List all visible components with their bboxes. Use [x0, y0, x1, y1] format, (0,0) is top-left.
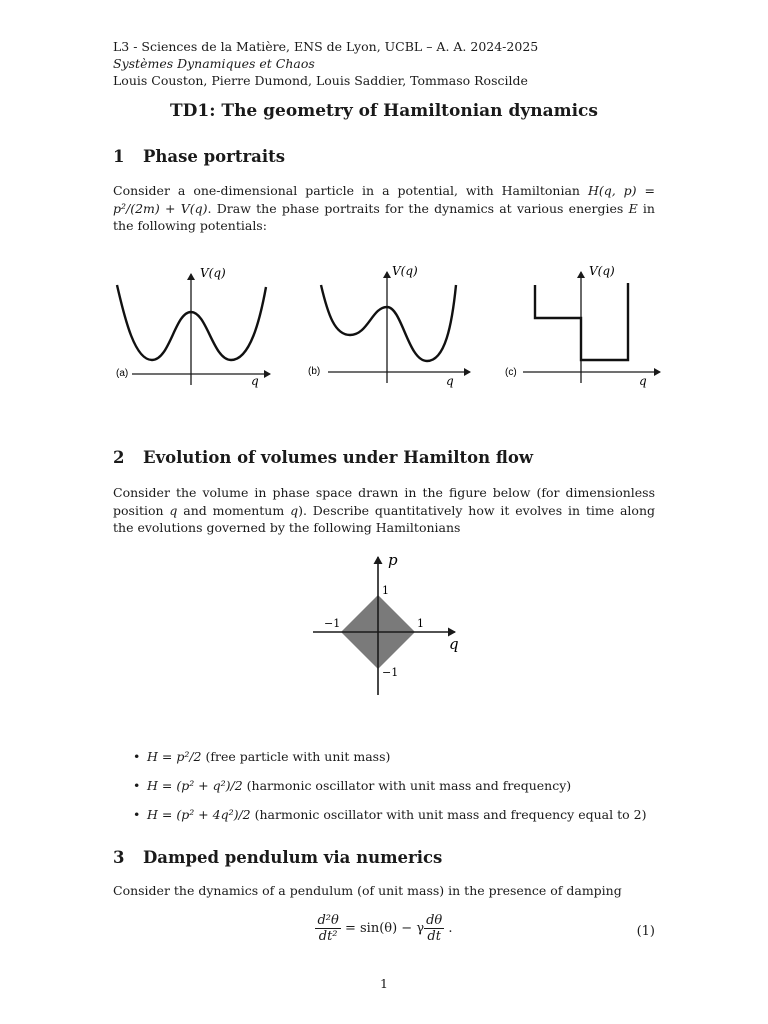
text: . Draw the phase portraits for the dynamics at various energies	[207, 200, 629, 216]
text: and momentum	[177, 502, 291, 518]
numerator: dθ	[426, 913, 443, 928]
section-title: Evolution of volumes under Hamilton flow	[143, 448, 534, 467]
section-1-paragraph	[113, 182, 655, 235]
equation-number: (1)	[636, 924, 655, 939]
equation-middle: = sin(θ) − γ	[340, 921, 425, 936]
list-item	[133, 749, 390, 764]
math-q: q	[290, 502, 299, 518]
text: Consider a one-dimensional particle in a potential, with Hamiltonian	[113, 183, 588, 198]
potential-panel-a	[116, 266, 270, 388]
section-3-heading	[113, 848, 442, 867]
potential-panel-b	[308, 264, 470, 388]
section-title: Damped pendulum via numerics	[143, 848, 443, 867]
tick-bottom: −1	[382, 666, 399, 679]
math-hamiltonian: H(q, p) = p²/(2m) + V(q)	[113, 183, 655, 216]
course-subtitle: Systèmes Dynamiques et Chaos	[113, 56, 315, 71]
bullet: •	[133, 778, 141, 793]
text: in the following potentials:	[113, 200, 655, 233]
section-3-paragraph: Consider the dynamics of a pendulum (of unit mass) in the presence of damping	[113, 883, 622, 898]
p-axis-label: p	[388, 551, 398, 569]
tick-left: −1	[324, 617, 341, 630]
v-axis-label: V(q)	[200, 266, 226, 280]
fraction-rhs	[424, 913, 444, 944]
section-1-heading	[113, 147, 285, 166]
section-number: 1	[113, 147, 125, 166]
q-axis-label: q	[251, 374, 259, 388]
phase-space-figure	[305, 545, 475, 705]
list-item-text: (harmonic oscillator with unit mass and frequency)	[242, 778, 572, 793]
list-item-text: (harmonic oscillator with unit mass and frequency equal to 2)	[250, 807, 647, 822]
authors-line: Louis Couston, Pierre Dumond, Louis Saddier, Tommaso Roscilde	[113, 73, 528, 88]
denominator: dt²	[318, 929, 338, 944]
bullet: •	[133, 749, 141, 764]
section-number: 2	[113, 448, 125, 467]
section-2-heading	[113, 448, 533, 467]
tick-top: 1	[382, 584, 389, 597]
list-item	[133, 778, 571, 793]
list-item	[133, 807, 646, 822]
v-axis-label: V(q)	[392, 264, 418, 278]
bullet: •	[133, 807, 141, 822]
section-title: Phase portraits	[143, 147, 286, 166]
course-line: L3 - Sciences de la Matière, ENS de Lyon, UCBL – A. A. 2024-2025	[113, 39, 539, 54]
list-item-text: (free particle with unit mass)	[201, 749, 391, 764]
equation-end: .	[444, 921, 453, 936]
page-number: 1	[380, 976, 388, 991]
math-q: q	[169, 502, 178, 518]
section-2-paragraph	[113, 484, 655, 537]
page-title: TD1: The geometry of Hamiltonian dynamics	[170, 101, 598, 121]
v-axis-label: V(q)	[589, 264, 615, 278]
potential-curve	[321, 285, 456, 361]
potential-figures	[100, 255, 670, 400]
math-energy: E	[628, 200, 638, 216]
math-hamiltonian: H = p²/2	[147, 749, 202, 764]
fraction-lhs	[315, 913, 340, 944]
text: Consider the volume in phase space drawn in the figure below (for dimensionless position	[113, 485, 655, 518]
tick-right: 1	[417, 617, 424, 630]
potential-panel-c	[505, 264, 660, 388]
math-hamiltonian: H = (p² + q²)/2	[147, 778, 243, 793]
panel-label: (b)	[308, 366, 321, 377]
panel-label: (c)	[505, 367, 517, 378]
denominator: dt	[427, 929, 441, 944]
math-hamiltonian: H = (p² + 4q²)/2	[147, 807, 251, 822]
q-axis-label: q	[446, 374, 454, 388]
numerator: d²θ	[317, 913, 339, 928]
panel-label: (a)	[116, 368, 129, 379]
q-axis-label: q	[639, 374, 647, 388]
q-axis-label: q	[449, 635, 459, 653]
section-number: 3	[113, 848, 125, 867]
text: ). Describe quantitatively how it evolves in time along the evolutions governed by the following Hamiltonians	[113, 502, 656, 535]
